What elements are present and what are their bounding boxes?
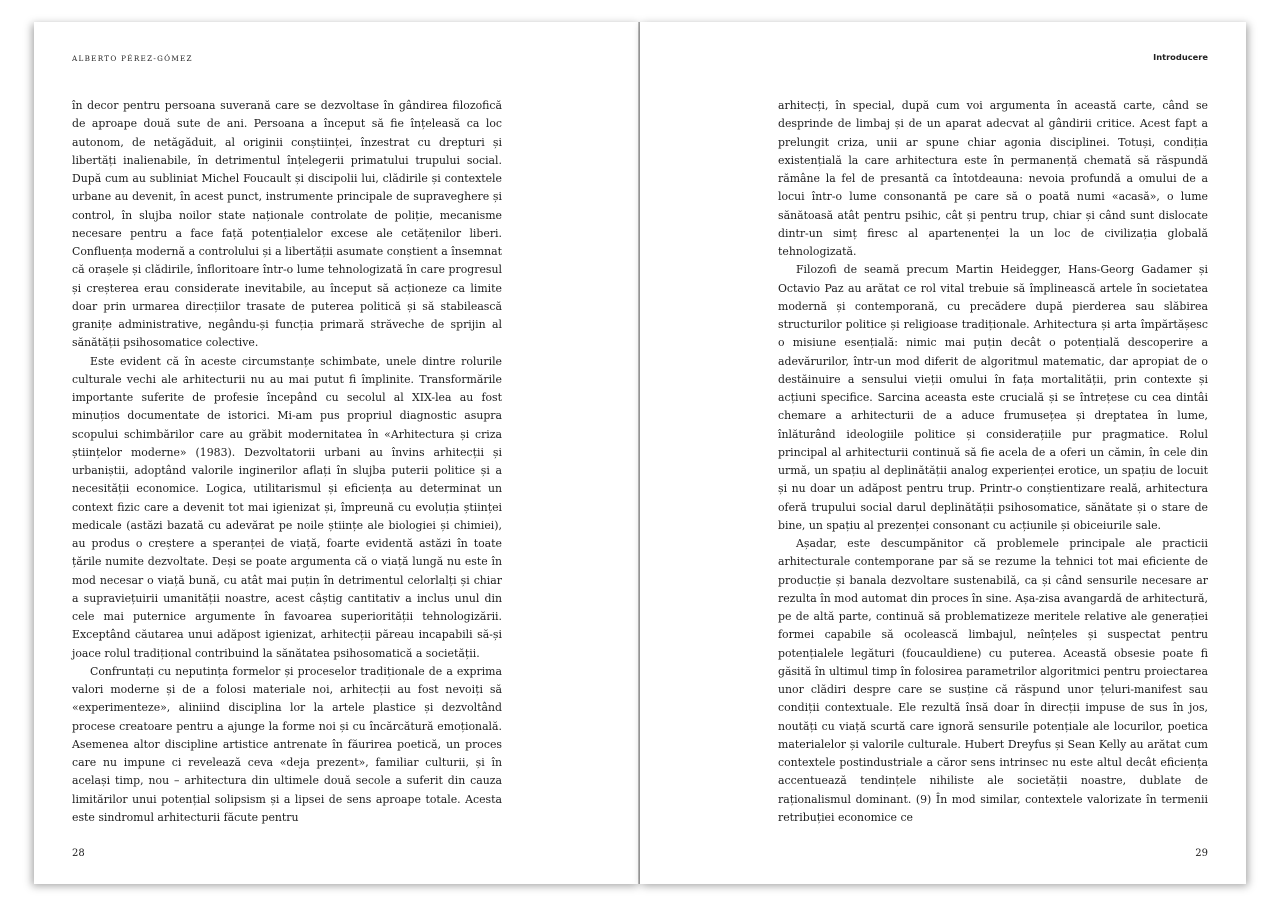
right-page-body <box>778 97 1208 827</box>
left-page <box>34 22 640 884</box>
right-page <box>640 22 1246 884</box>
running-head-chapter: Introducere <box>1153 52 1208 62</box>
running-head-author: ALBERTO PÉREZ-GÓMEZ <box>72 54 193 63</box>
paragraph: arhitecți, în special, după cum voi argumenta în această carte, când se desprinde de limbaj și de un aparat adecvat al gândirii critice. Acest fapt a prelungit criza, unii ar spune chiar agonia disciplinei. Totuși, condiția existențială la care arhitectura este în permanență chemată să răspundă rămâne la fel de presantă ca întotdeauna: nevoia profundă a omului de a locui într-o lume consonantă pe care să o poată numi «acasă», o lume sănătoasă atât pentru psihic, cât și pentru trup, chiar și când sunt dislocate dintr-un simț firesc al apartenenței la un loc de civilizația globală tehnologizată. <box>778 99 1208 258</box>
paragraph: în decor pentru persoana suverană care se dezvoltase în gândirea filozofică de aproape două sute de ani. Persoana a început să fie înțeleasă ca loc autonom, de netăgăduit, al originii conștiinței, înzestrat cu drepturi și libertăți inalienabile, în detrimentul înțelegerii primatului trupului social. După cum au subliniat Michel Foucault și discipolii lui, clădirile și contextele urbane au devenit, în acest punct, instrumente principale de supraveghere și control, în slujba noilor state naționale controlate de poliție, mecanisme necesare pentru a face față potențialelor excese ale cetățenilor liberi. Confluența modernă a controlului și a libertății asumate conștient a însemnat că orașele și clădirile, înfloritoare într-o lume tehnologizată în care progresul și creșterea erau considerate inevitabile, au început să acționeze ca limite doar prin urmarea direcțiilor trasate de puterea politică și să stabilească granițe administrative, negându-și funcția primară străveche de sprijin al sănătății psihosomatice colective. <box>72 99 502 350</box>
paragraph: Confruntați cu neputința formelor și proceselor tradiționale de a exprima valori moderne și de a folosi materiale noi, arhitecții au fost nevoiți să «experimenteze», aliniind disciplina lor la artele plastice și dezvoltând procese creatoare pentru a ajunge la forme noi și cu încărcătură emoțională. Asemenea altor discipline artistice antrenate în făurirea poetică, un proces care nu impune ci revelează ceva «deja prezent», familiar culturii, și în același timp, nou – arhitectura din ultimele două secole a suferit din cauza limitărilor unui potențial solipsism și a lipsei de sens aproape totale. Acesta este sindromul arhitecturii făcute pentru <box>72 664 502 824</box>
page-number-right: 29 <box>1195 848 1208 859</box>
paragraph: Așadar, este descumpănitor că problemele principale ale practicii arhitecturale contemporane par să se rezume la tehnici tot mai eficiente de producție și banala dezvoltare sustenabilă, ca și când sensurile necesare ar rezulta în mod automat din proces în sine. Așa-zisa avangardă de arhitectură, pe de altă parte, continuă să problematizeze meritele relative ale generației formei capabile să ocolească limbajul, neînțeles și suspectat pentru potențialele legături (foucauldiene) cu puterea. Această obsesie poate fi găsită în ultimul timp în folosirea parametrilor algoritmici pentru proiectarea unor clădiri despre care se susține că răspund unor țeluri-manifest sau condiții contextuale. Ele rezultă însă doar în direcții impuse de sus în jos, noutăți cu viață scurtă care ignoră sensurile potențiale ale locurilor, poetica materialelor și valorile culturale. Hubert Dreyfus și Sean Kelly au arătat cum contextele postindustriale a căror sens intrinsec nu este altul decât eficiența accentuează tendințele nihiliste ale societății noastre, dublate de raționalismul dominant. (9) În mod similar, contextele valorizate în termenii retribuției economice ce <box>778 537 1208 824</box>
left-page-body <box>72 97 502 827</box>
paragraph: Filozofi de seamă precum Martin Heidegger, Hans-Georg Gadamer și Octavio Paz au arătat ce rol vital trebuie să împlinească artele în societatea modernă și contemporană, cu precădere după pierderea sau slăbirea structurilor politice și religioase tradiționale. Arhitectura și arta împărtășesc o misiune esențială: nimic mai puțin decât o potențială descoperire a adevărurilor, într-un mod diferit de algoritmul matematic, dar apropiat de o destăinuire a sensului vieții omului în fața mortalității, prin contexte și acțiuni specifice. Sarcina aceasta este crucială și se întrețese cu cea dintâi chemare a arhitecturii de a aduce frumusețea și dreptatea în lume, înlăturând ideologiile politice și considerațiile pur pragmatice. Rolul principal al arhitecturii continuă să fie acela de a oferi un cămin, în cele din urmă, un spațiu al deplinătății analog experienței erotice, un spațiu de locuit și nu doar un adăpost pentru trup. Printr-o conștientizare reală, arhitectura oferă trupului social darul deplinătății psihosomatice, sănătate și o stare de bine, un spațiu al prezenței consonant cu acțiunile și obiceiurile sale. <box>778 263 1208 532</box>
paragraph: Este evident că în aceste circumstanțe schimbate, unele dintre rolurile culturale vechi ale arhitecturii nu au mai putut fi împlinite. Transformările importante suferite de profesie începând cu secolul al XIX-lea au fost minuțios documentate de istorici. Mi-am pus propriul diagnostic asupra scopului schimbărilor care au grăbit modernitatea în «Arhitectura și criza științelor moderne» (1983). Dezvoltatorii urbani au învins arhitecții și urbaniștii, adoptând valorile inginerilor aflați în slujba puterii politice și a necesității economice. Logica, utilitarismul și eficiența au determinat un context fizic care a devenit tot mai igienizat și, împreună cu evoluția științei medicale (astăzi bazată cu adevărat pe noile științe ale biologiei și chimiei), au produs o creștere a speranței de viață, foarte evidentă astăzi în toate țările numite dezvoltate. Deși se poate argumenta că o viață lungă nu este în mod necesar o viață bună, cu atât mai puțin în detrimentul celorlalți și chiar a supraviețuirii umanității noastre, acest câștig cantitativ a inclus unul din cele mai puternice argumente în favoarea superiorității tehnologizării. Exceptând căutarea unui adăpost igienizat, arhitecții păreau incapabili să-și joace rolul tradițional contribuind la sănătatea psihosomatică a societății. <box>72 354 502 660</box>
page-number-left: 28 <box>72 848 85 859</box>
